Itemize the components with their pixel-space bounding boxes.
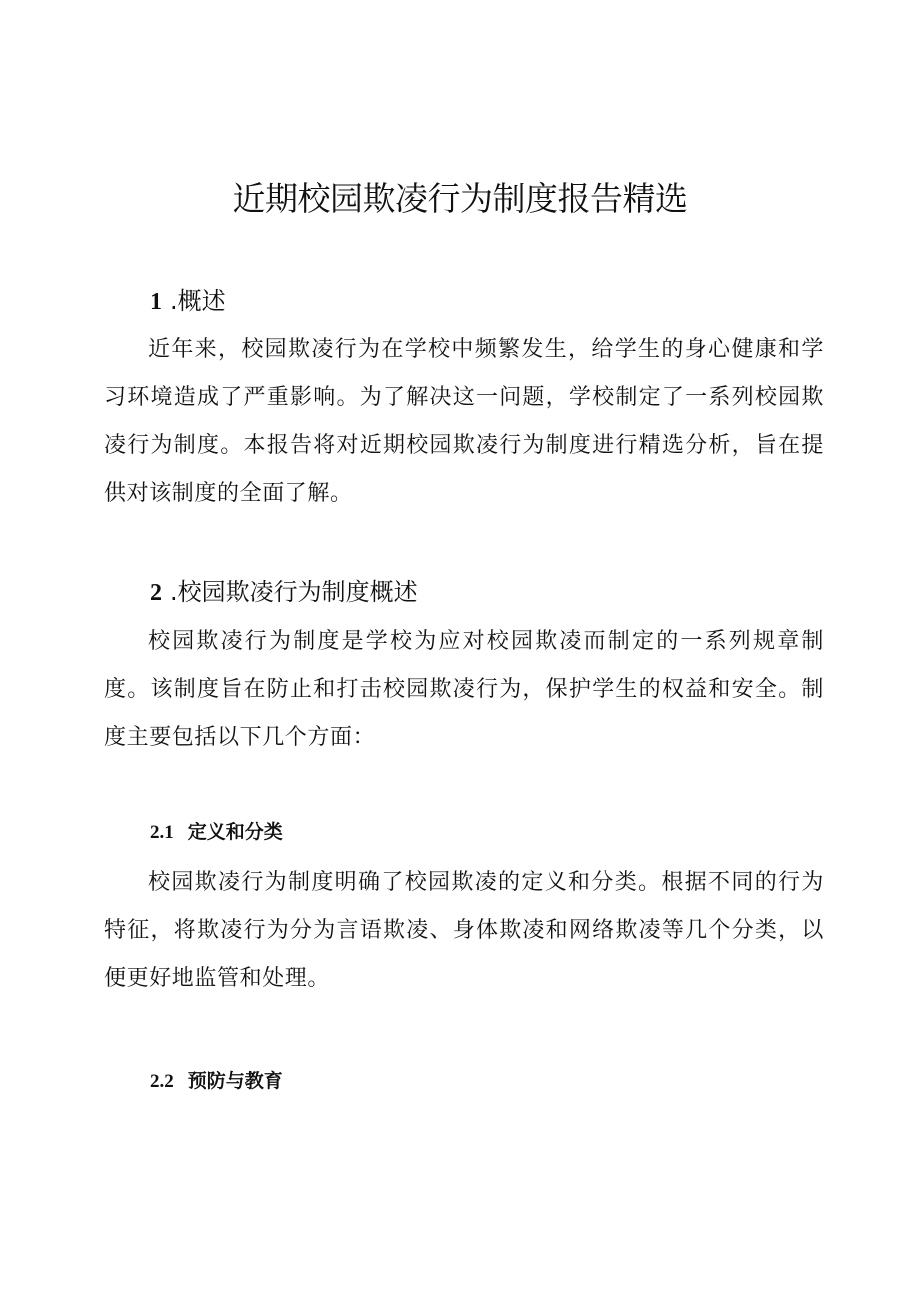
section-heading-text: .概述 [170, 287, 226, 315]
document-title: 近期校园欺凌行为制度报告精选 [232, 179, 688, 218]
subsection-heading-text: 定义和分类 [187, 821, 283, 843]
section-heading-text: .校园欺凌行为制度概述 [170, 578, 418, 606]
subsection-number: 2.2 [150, 1071, 174, 1092]
subsection-heading-prevention [150, 1067, 283, 1096]
subsection-heading-text: 预防与教育 [187, 1070, 283, 1092]
section-number: 1 [150, 289, 162, 315]
section-number: 2 [150, 580, 162, 606]
subsection-paragraph-definition: 校园欺凌行为制度明确了校园欺凌的定义和分类。根据不同的行为特征，将欺凌行为分为言语欺凌、身体欺凌和网络欺凌等几个分类，以便更好地监管和处理。 [104, 870, 824, 991]
subsection-number: 2.1 [150, 822, 174, 843]
section-heading-overview [150, 284, 226, 319]
section-paragraph-policy-overview: 校园欺凌行为制度是学校为应对校园欺凌而制定的一系列规章制度。该制度旨在防止和打击校园欺凌行为，保护学生的权益和安全。制度主要包括以下几个方面： [104, 629, 824, 750]
section-paragraph-overview: 近年来，校园欺凌行为在学校中频繁发生，给学生的身心健康和学习环境造成了严重影响。为了解决这一问题，学校制定了一系列校园欺凌行为制度。本报告将对近期校园欺凌行为制度进行精选分析，旨在提供对该制度的全面了解。 [104, 337, 824, 506]
section-heading-policy-overview [150, 575, 418, 610]
subsection-heading-definition [150, 818, 283, 847]
